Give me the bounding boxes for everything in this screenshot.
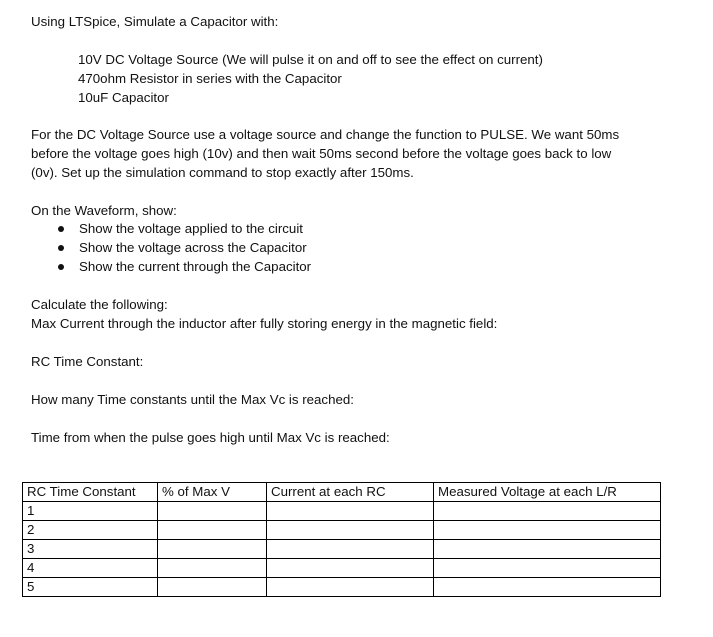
waveform-heading: On the Waveform, show: [31,203,177,218]
table-row [23,559,661,578]
calculate-heading: Calculate the following: [31,297,168,312]
component-capacitor: 10uF Capacitor [78,90,169,105]
table-cell [267,559,434,578]
table-cell: 4 [23,559,158,578]
header-measured-voltage: Measured Voltage at each L/R [434,483,661,502]
instruction-line-3: (0v). Set up the simulation command to stop exactly after 150ms. [31,165,414,180]
instruction-line-2: before the voltage goes high (10v) and then wait 50ms second before the voltage goes back to low [31,146,612,161]
bullet-icon [58,264,64,270]
table-row [23,502,661,521]
table-cell: 1 [23,502,158,521]
waveform-item-capacitor-current: Show the current through the Capacitor [79,259,312,274]
intro-text: Using LTSpice, Simulate a Capacitor with: [31,14,279,29]
table-cell [158,502,267,521]
table-cell [158,540,267,559]
bullet-icon [58,245,64,251]
table-row [23,521,661,540]
table-row [23,578,661,597]
header-current-each-rc: Current at each RC [267,483,434,502]
question-rc-time-constant: RC Time Constant: [31,354,144,369]
waveform-item-capacitor-voltage: Show the voltage across the Capacitor [79,240,307,255]
waveform-item-applied-voltage: Show the voltage applied to the circuit [79,221,303,236]
component-voltage-source: 10V DC Voltage Source (We will pulse it on and off to see the effect on current) [78,52,543,67]
table-cell [434,578,661,597]
table-cell: 2 [23,521,158,540]
table-cell [267,502,434,521]
table-cell [158,521,267,540]
table-cell [158,559,267,578]
table-row [23,540,661,559]
question-time-constants-count: How many Time constants until the Max Vc is reached: [31,392,354,407]
table-header-row [23,483,661,502]
instruction-line-1: For the DC Voltage Source use a voltage source and change the function to PULSE. We want 50ms [31,127,620,142]
table-cell [158,578,267,597]
table-cell [267,578,434,597]
bullet-icon [58,226,64,232]
question-time-to-max: Time from when the pulse goes high until Max Vc is reached: [31,430,390,445]
table-cell [434,521,661,540]
header-rc-time-constant: RC Time Constant [23,483,158,502]
table-cell [434,559,661,578]
table-cell [267,521,434,540]
component-resistor: 470ohm Resistor in series with the Capacitor [78,71,342,86]
question-max-current: Max Current through the inductor after fully storing energy in the magnetic field: [31,316,498,331]
table-cell [434,502,661,521]
table-cell [434,540,661,559]
rc-table [22,482,661,597]
header-percent-max-v: % of Max V [158,483,267,502]
table-cell [267,540,434,559]
table-cell: 3 [23,540,158,559]
table-cell: 5 [23,578,158,597]
